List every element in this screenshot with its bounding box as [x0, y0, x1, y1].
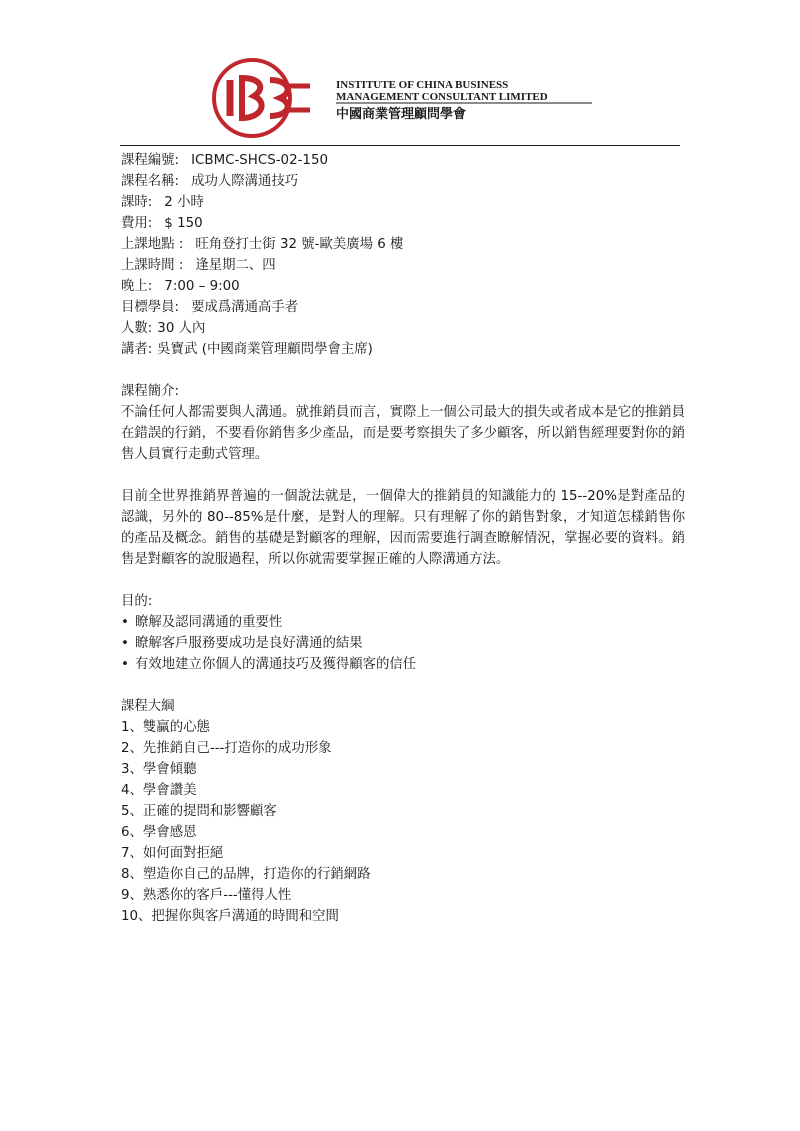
institute-logo [200, 58, 620, 138]
course-fee-value: $ 150 [164, 216, 203, 231]
svg-text:INSTITUTE OF CHINA BUSINESS: INSTITUTE OF CHINA BUSINESS [336, 79, 509, 91]
outline-item: 6、學會感恩 [121, 825, 197, 840]
course-hours-label: 課時: [121, 195, 153, 210]
course-location-label: 上課地點 : [121, 237, 184, 252]
course-code-label: 課程編號: [121, 153, 180, 168]
course-fee-row [121, 213, 685, 234]
course-evening-value: 7:00 – 9:00 [164, 279, 240, 294]
course-name-row [121, 171, 685, 192]
outline-item: 7、如何面對拒絕 [121, 846, 224, 861]
course-content [121, 150, 685, 927]
intro-paragraph-1: 不論任何人都需要與人溝通。就推銷員而言，實際上一個公司最大的損失或者成本是它的推銷員在錯誤的行銷，不要看你銷售多少產品，而是要考察損失了多少顧客，所以銷售經理要對你的銷售人員實行走動式管理。 [121, 405, 685, 462]
letterhead [200, 58, 620, 138]
objectives-title: 目的: [121, 594, 153, 609]
course-fee-label: 費用: [121, 216, 153, 231]
outline-item: 1、雙贏的心態 [121, 720, 210, 735]
course-time-label: 上課時間 : [121, 258, 184, 273]
objective-item [121, 654, 685, 675]
objective-text: 有效地建立你個人的溝通技巧及獲得顧客的信任 [135, 657, 417, 672]
objective-item [121, 612, 685, 633]
course-lecturer-value: 吳寶武 (中國商業管理顧問學會主席) [157, 342, 373, 357]
course-code-value: ICBMC-SHCS-02-150 [191, 153, 328, 168]
outline-item: 5、正確的提問和影響顧客 [121, 804, 277, 819]
outline-item: 10、把握你與客戶溝通的時間和空間 [121, 909, 339, 924]
outline-item: 2、先推銷自己---打造你的成功形象 [121, 741, 332, 756]
course-size-row [121, 318, 685, 339]
outline-item: 3、學會傾聽 [121, 762, 197, 777]
course-location-value: 旺角登打士街 32 號-歐美廣場 6 樓 [195, 237, 404, 252]
objective-item [121, 633, 685, 654]
course-lecturer-label: 講者: [121, 342, 153, 357]
outline-item: 8、塑造你自己的品牌，打造你的行銷網路 [121, 867, 371, 882]
course-size-label: 人數: [121, 321, 153, 336]
intro-title: 課程簡介: [121, 384, 180, 399]
course-name-label: 課程名稱: [121, 174, 180, 189]
course-location-row [121, 234, 685, 255]
course-time-row [121, 255, 685, 276]
intro-paragraph-2: 目前全世界推銷界普遍的一個說法就是，一個偉大的推銷員的知識能力的 15--20%是對產品的認識，另外的 80--85%是什麼，是對人的理解。只有理解了你的銷售對象，才知道怎樣銷售你的產品及概念。銷售的基礎是對顧客的理解，因而需要進行調查瞭解情況，掌握必要的資料。銷售是對顧客的說服過程，所以你就需要掌握正確的人際溝通方法。 [121, 489, 685, 567]
objective-text: 瞭解客戶服務要成功是良好溝通的結果 [135, 636, 363, 651]
bullet-icon: • [121, 615, 129, 630]
course-size-value: 30 人內 [157, 321, 206, 336]
outline-item: 9、熟悉你的客戶---懂得人性 [121, 888, 292, 903]
course-target-value: 要成爲溝通高手者 [191, 300, 299, 315]
course-name-value: 成功人際溝通技巧 [191, 174, 299, 189]
bullet-icon: • [121, 636, 129, 651]
course-target-row [121, 297, 685, 318]
course-target-label: 目標學員: [121, 300, 180, 315]
course-code-row [121, 150, 685, 171]
svg-text:MANAGEMENT CONSULTANT LIMITED: MANAGEMENT CONSULTANT LIMITED [336, 91, 548, 103]
course-hours-value: 2 小時 [164, 195, 204, 210]
bullet-icon: • [121, 657, 129, 672]
course-evening-label: 晚上: [121, 279, 153, 294]
course-hours-row [121, 192, 685, 213]
svg-text:中國商業管理顧問學會: 中國商業管理顧問學會 [336, 107, 467, 122]
course-evening-row [121, 276, 685, 297]
objective-text: 瞭解及認同溝通的重要性 [135, 615, 283, 630]
course-time-value: 逢星期二、四 [195, 258, 276, 273]
outline-title: 課程大綱 [121, 699, 175, 714]
course-lecturer-row [121, 339, 685, 360]
header-divider [120, 145, 680, 146]
outline-item: 4、學會讚美 [121, 783, 197, 798]
